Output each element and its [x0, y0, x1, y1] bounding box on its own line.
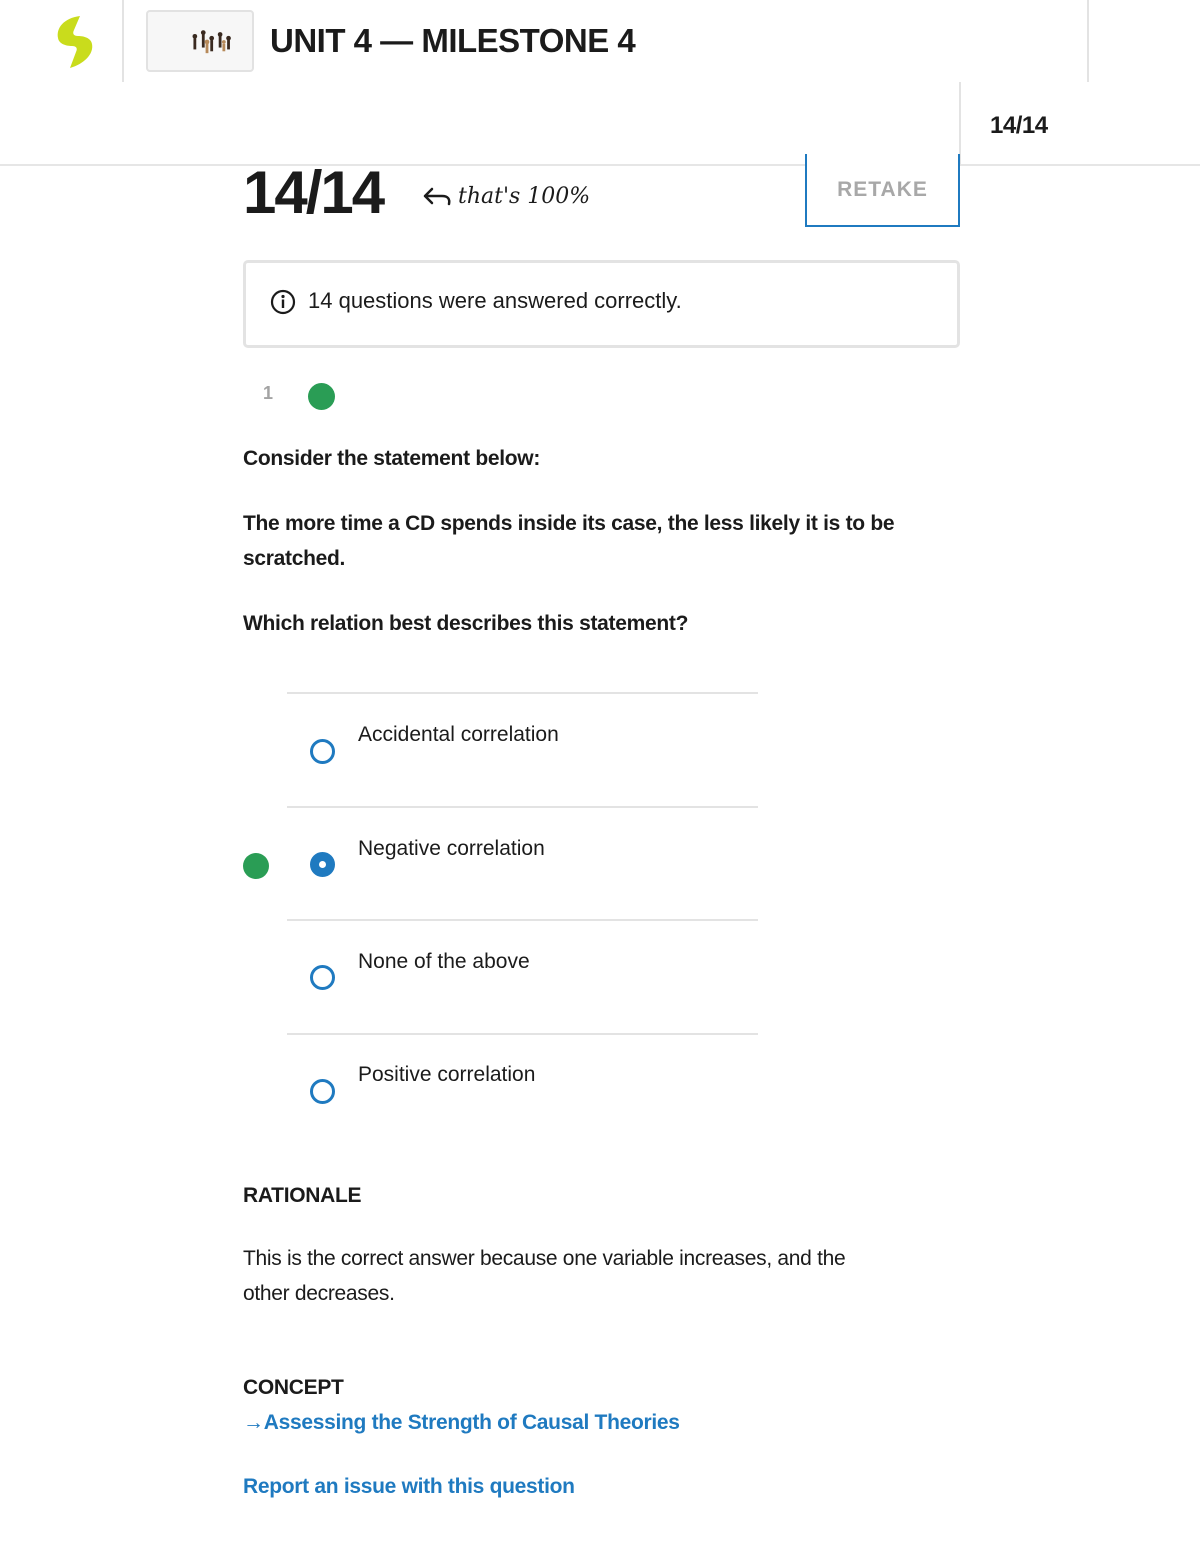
top-header: [0, 0, 1200, 82]
rationale-text: [243, 1241, 963, 1311]
concept-link-label: Assessing the Strength of Causal Theories: [263, 1411, 680, 1434]
option-radio-none[interactable]: [310, 965, 335, 990]
percent-note: [422, 184, 590, 209]
question-statement-line-1: The more time a CD spends inside its case, the less likely it is to be: [243, 512, 895, 535]
question-statement-line-2: scratched.: [243, 547, 346, 570]
rationale-line-2: other decreases.: [243, 1282, 395, 1305]
info-message: 14 questions were answered correctly.: [308, 288, 682, 313]
sophia-logo-icon[interactable]: [50, 14, 100, 70]
question-number[interactable]: 1: [263, 383, 274, 403]
concept-heading: CONCEPT: [243, 1376, 344, 1399]
option-divider: [287, 1033, 758, 1035]
percent-note-text: that's 100%: [458, 184, 591, 209]
arrow-right-icon: →: [243, 1411, 264, 1434]
question-intro: Consider the statement below:: [243, 447, 541, 470]
question-correct-indicator[interactable]: [308, 383, 335, 410]
header-divider: [122, 0, 124, 82]
rationale-line-1: This is the correct answer because one variable increases, and the: [243, 1247, 846, 1270]
curved-arrow-icon: [422, 186, 452, 208]
option-label-none[interactable]: None of the above: [358, 950, 530, 973]
correct-answer-check-icon: [243, 853, 269, 879]
header-right-divider: [1087, 0, 1089, 82]
score-bar: [0, 82, 1200, 166]
final-score: 14/14: [243, 159, 384, 226]
option-divider: [287, 919, 758, 921]
option-divider: [287, 692, 758, 694]
option-label-negative[interactable]: Negative correlation: [358, 837, 545, 860]
option-label-accidental[interactable]: Accidental correlation: [358, 723, 559, 746]
unit-thumbnail: [146, 10, 254, 72]
option-label-positive[interactable]: Positive correlation: [358, 1063, 536, 1086]
concept-link[interactable]: [243, 1411, 680, 1435]
rationale-heading: RATIONALE: [243, 1184, 362, 1207]
option-radio-accidental[interactable]: [310, 739, 335, 764]
report-issue-link[interactable]: Report an issue with this question: [243, 1475, 575, 1498]
retake-button[interactable]: RETAKE: [805, 154, 960, 227]
unit-title: UNIT 4 — MILESTONE 4: [270, 22, 636, 59]
score-summary: 14/14: [990, 112, 1048, 139]
option-radio-positive[interactable]: [310, 1079, 335, 1104]
option-radio-negative[interactable]: [310, 852, 335, 877]
chess-pieces-icon: [148, 12, 252, 70]
question-prompt: Which relation best describes this statement?: [243, 612, 689, 635]
result-info-box: [243, 260, 960, 348]
info-icon: [270, 289, 296, 315]
option-divider: [287, 806, 758, 808]
